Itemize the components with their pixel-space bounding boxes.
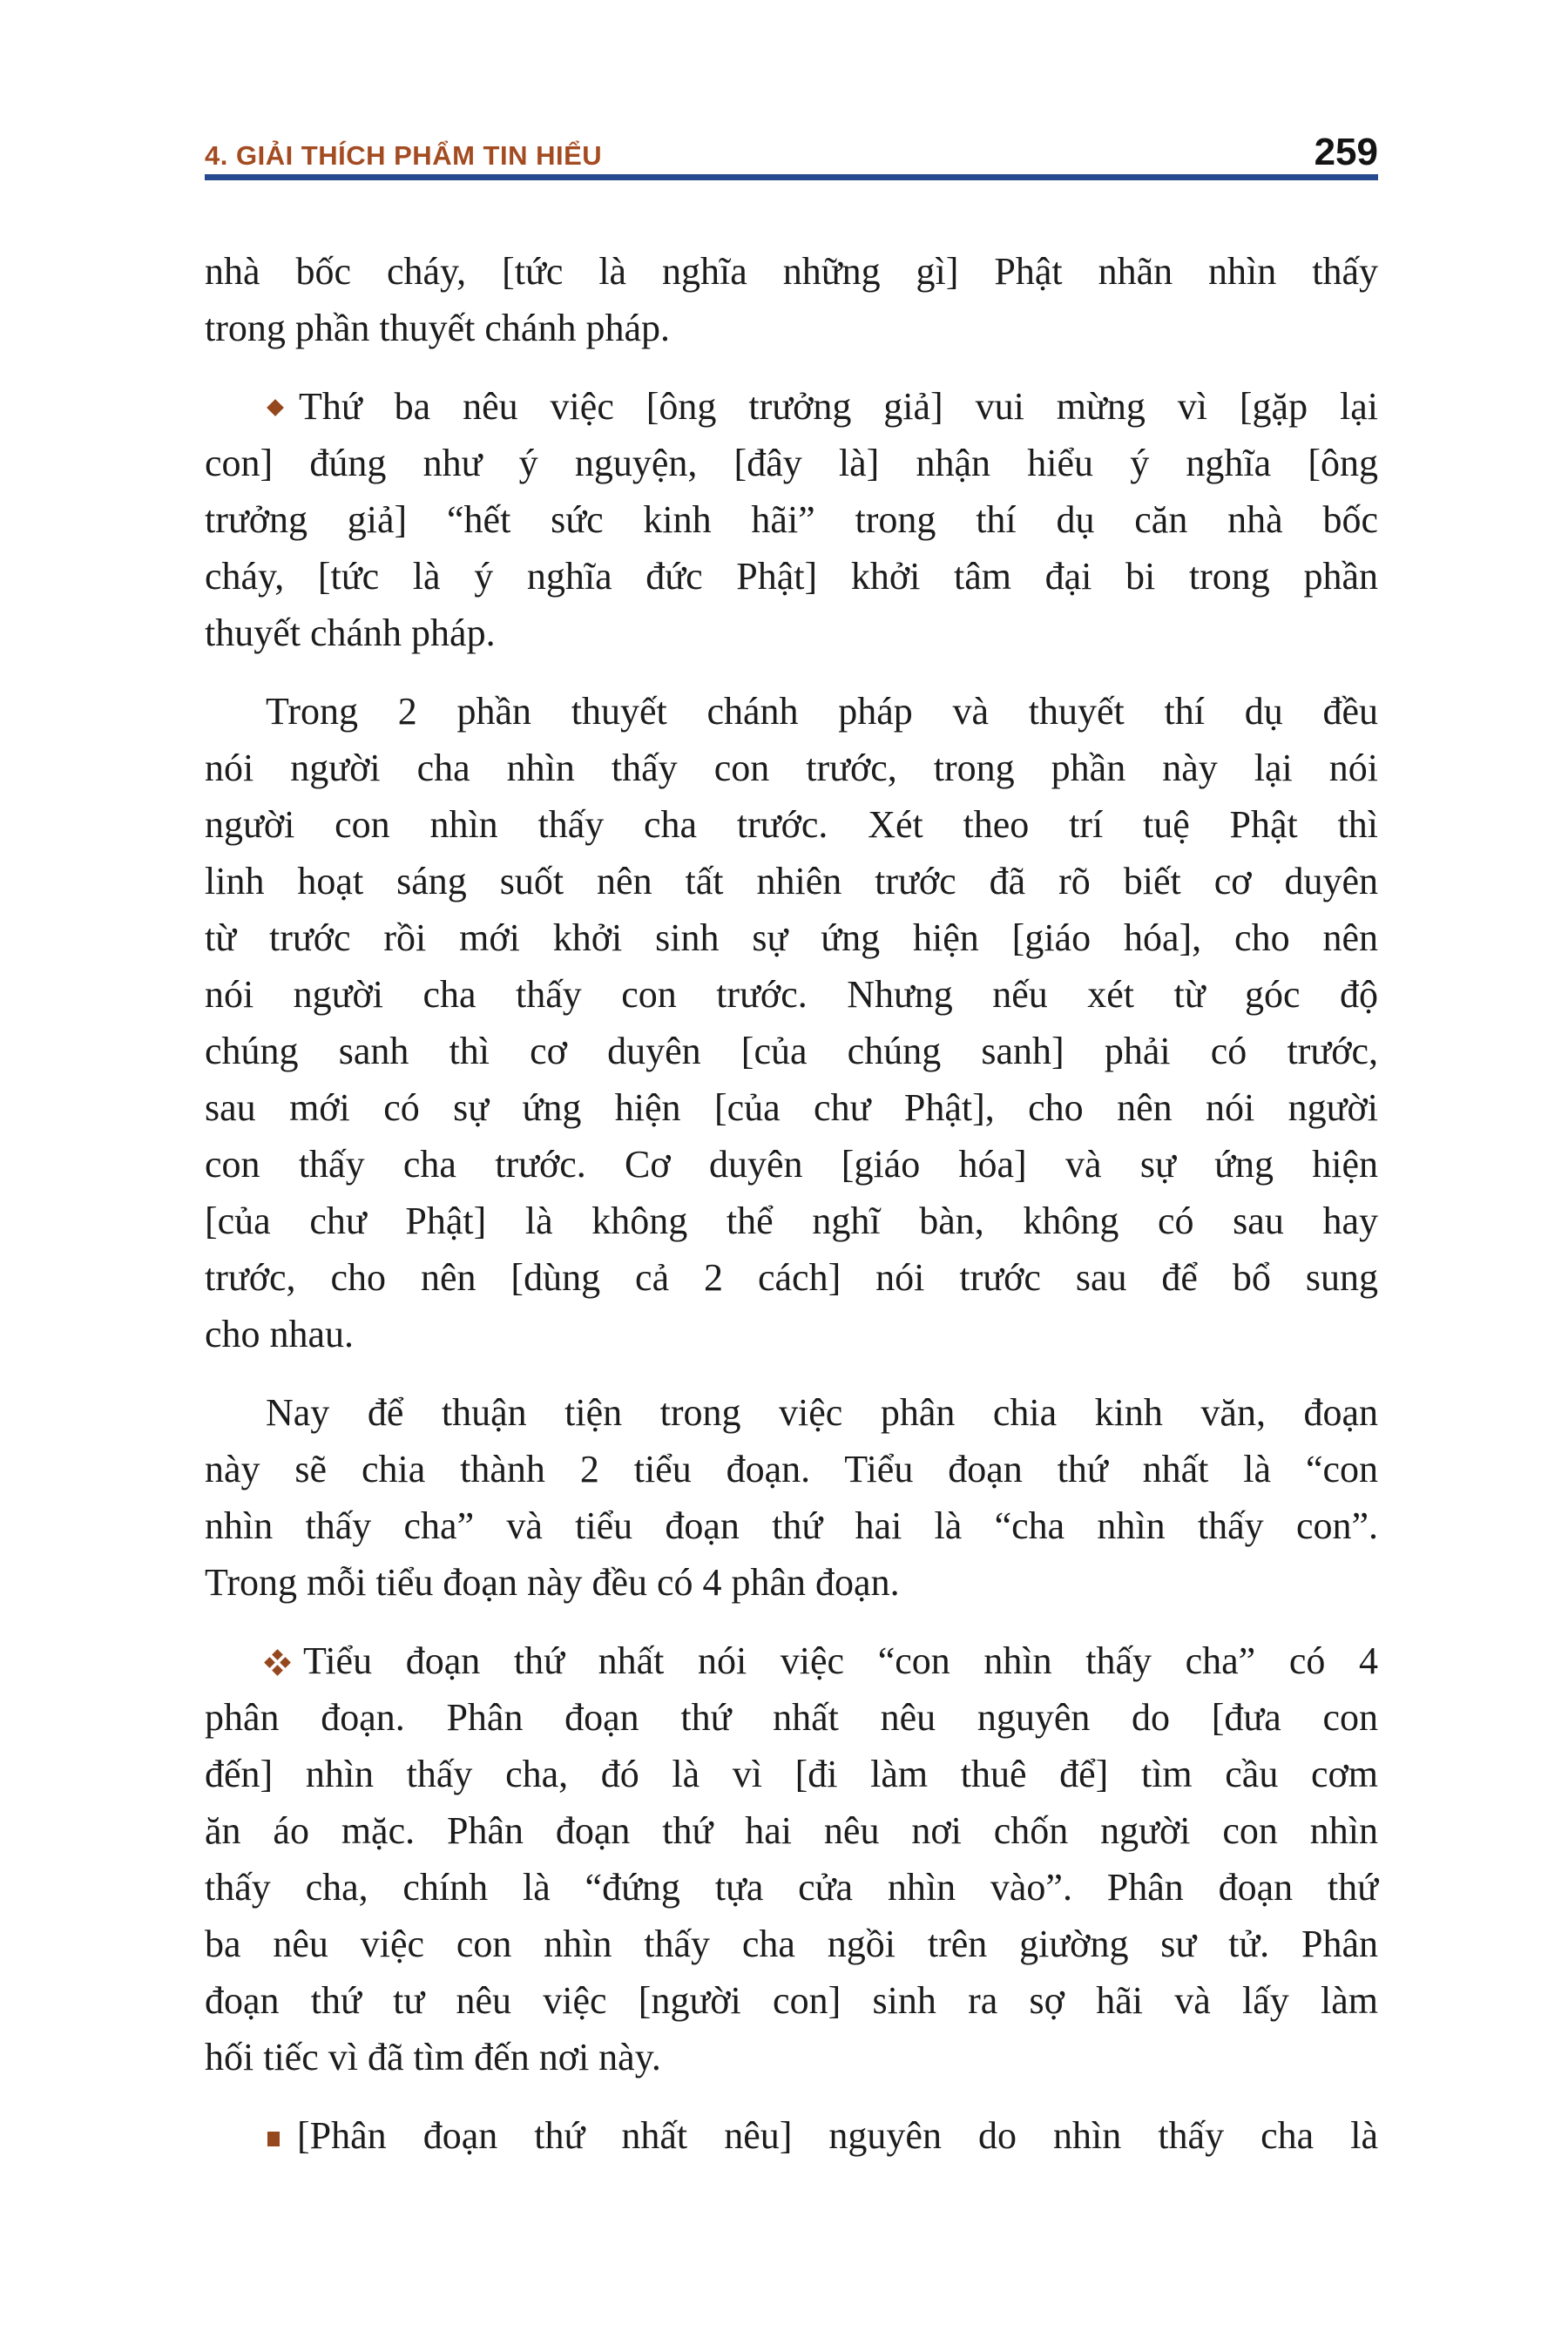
text-line: cho nhau. (205, 1313, 355, 1355)
text-line: trưởng giả] “hết sức kinh hãi” trong thí dụ căn nhà bốc (205, 498, 1378, 541)
text-line: phân đoạn. Phân đoạn thứ nhất nêu nguyên do [đưa con (205, 1696, 1378, 1739)
text-line: thấy cha, chính là “đứng tựa cửa nhìn vào”. Phân đoạn thứ (205, 1866, 1378, 1909)
text-line: từ trước rồi mới khởi sinh sự ứng hiện [giáo hóa], cho nên (205, 916, 1378, 959)
text-line: con thấy cha trước. Cơ duyên [giáo hóa] và sự ứng hiện (205, 1143, 1378, 1186)
paragraph (205, 378, 1378, 661)
text-line: người con nhìn thấy cha trước. Xét theo trí tuệ Phật thì (205, 803, 1378, 846)
text-line: đến] nhìn thấy cha, đó là vì [đi làm thuê để] tìm cầu cơm (205, 1753, 1378, 1795)
text-line: [Phân đoạn thứ nhất nêu] nguyên do nhìn thấy cha là (205, 2107, 1378, 2164)
paragraph (205, 243, 1378, 356)
quad-diamond-dot (272, 1649, 283, 1660)
diamond-bullet-icon (267, 399, 284, 416)
text-line: ba nêu việc con nhìn thấy cha ngồi trên giường sư tử. Phân (205, 1923, 1378, 1965)
square-bullet-icon (267, 2132, 280, 2146)
text-line: nhìn thấy cha” và tiểu đoạn thứ hai là “cha nhìn thấy con”. (205, 1504, 1378, 1547)
text-line: thuyết chánh pháp. (205, 612, 496, 654)
quad-diamond-bullet-icon (266, 1651, 289, 1674)
text-line: ăn áo mặc. Phân đoạn thứ hai nêu nơi chốn người con nhìn (205, 1809, 1378, 1852)
text-line: sau mới có sự ứng hiện [của chư Phật], cho nên nói người (205, 1086, 1378, 1129)
paragraph (205, 1384, 1378, 1611)
text-line: linh hoạt sáng suốt nên tất nhiên trước đã rõ biết cơ duyên (205, 860, 1378, 902)
text-line: con] đúng như ý nguyện, [đây là] nhận hiểu ý nghĩa [ông (205, 442, 1378, 484)
chapter-title: 4. GIẢI THÍCH PHẨM TIN HIỂU (205, 140, 603, 171)
paragraph (205, 683, 1378, 1362)
paragraph (205, 2107, 1378, 2164)
text-line: chúng sanh thì cơ duyên [của chúng sanh] phải có trước, (205, 1030, 1378, 1072)
text-line: Trong mỗi tiểu đoạn này đều có 4 phân đoạn. (205, 1561, 900, 1604)
text-line: cháy, [tức là ý nghĩa đức Phật] khởi tâm đại bi trong phần (205, 555, 1378, 598)
quad-diamond-dot (280, 1657, 291, 1668)
text-line: nói người cha thấy con trước. Nhưng nếu xét từ góc độ (205, 973, 1378, 1016)
text-line: Tiểu đoạn thứ nhất nói việc “con nhìn thấy cha” có 4 (205, 1632, 1378, 1689)
text-line: nói người cha nhìn thấy con trước, trong phần này lại nói (205, 747, 1378, 789)
page-body (205, 243, 1378, 2164)
text-line: hối tiếc vì đã tìm đến nơi này. (205, 2036, 661, 2078)
paragraph (205, 1632, 1378, 2085)
text-line: [của chư Phật] là không thể nghĩ bàn, không có sau hay (205, 1200, 1378, 1242)
quad-diamond-dot (264, 1657, 275, 1668)
text-line: đoạn thứ tư nêu việc [người con] sinh ra sợ hãi và lấy làm (205, 1979, 1378, 2022)
quad-diamond-dot (272, 1665, 283, 1676)
text-line: nhà bốc cháy, [tức là nghĩa những gì] Phật nhãn nhìn thấy (205, 250, 1378, 293)
text-line: Nay để thuận tiện trong việc phân chia kinh văn, đoạn (266, 1391, 1378, 1434)
text-line: trong phần thuyết chánh pháp. (205, 307, 670, 349)
text-line: Trong 2 phần thuyết chánh pháp và thuyết thí dụ đều (266, 690, 1378, 733)
text-line: này sẽ chia thành 2 tiểu đoạn. Tiểu đoạn thứ nhất là “con (205, 1448, 1378, 1490)
text-line: Thứ ba nêu việc [ông trưởng giả] vui mừng vì [gặp lại (205, 378, 1378, 435)
text-line: trước, cho nên [dùng cả 2 cách] nói trước sau để bổ sung (205, 1256, 1378, 1299)
page-header (205, 131, 1378, 174)
page-number: 259 (1314, 131, 1378, 173)
